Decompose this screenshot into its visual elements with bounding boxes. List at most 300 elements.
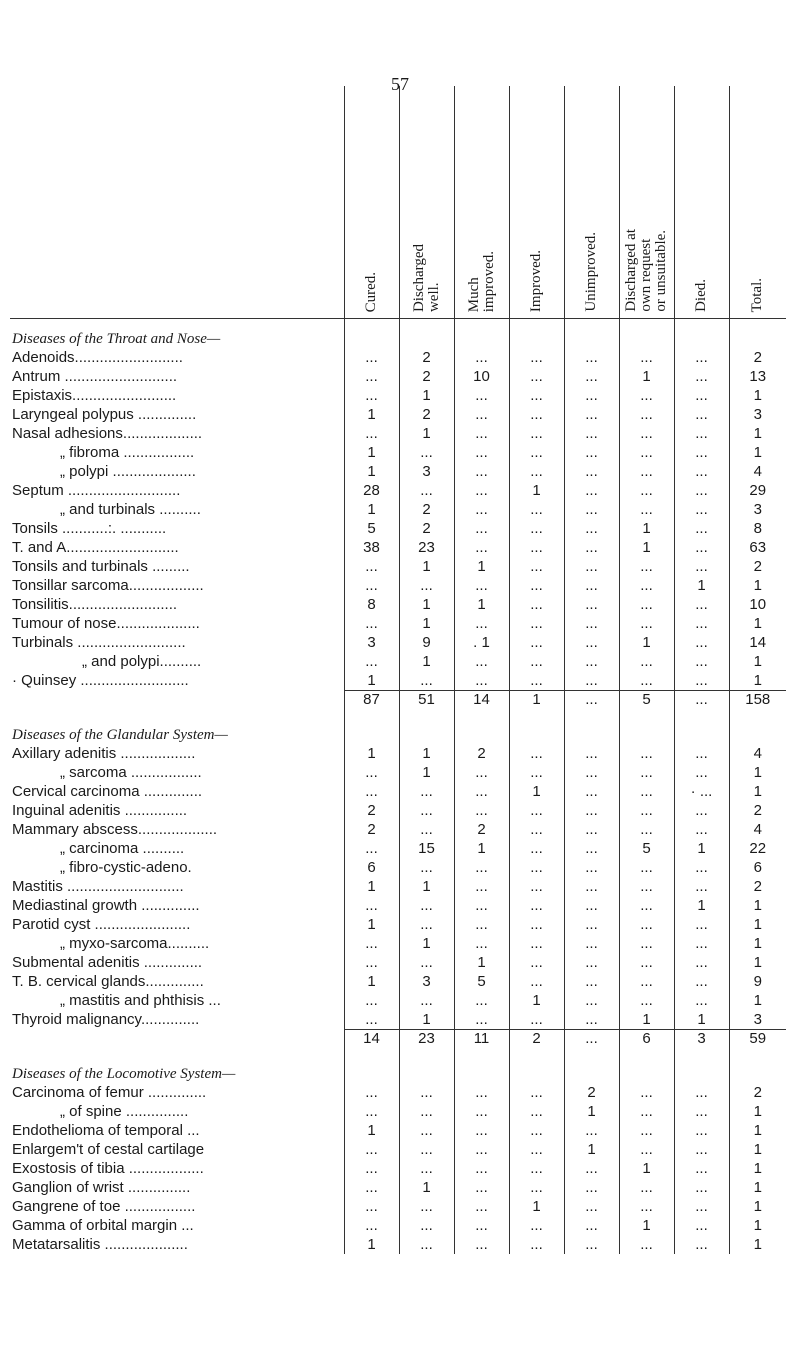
disease-name: Metatarsalitis .................... xyxy=(12,1236,188,1253)
total-cell: 87 xyxy=(344,691,399,716)
table-row xyxy=(10,858,786,877)
disease-name: „ and polypi.......... xyxy=(82,653,202,670)
value-cell: ... xyxy=(619,763,674,782)
value-cell: ... xyxy=(619,481,674,500)
value-cell: ... xyxy=(674,462,729,481)
disease-name: Adenoids.......................... xyxy=(12,349,183,366)
statistics-table xyxy=(10,86,786,1254)
value-cell: 1 xyxy=(399,1010,454,1030)
value-cell: 1 xyxy=(399,424,454,443)
value-cell: ... xyxy=(399,858,454,877)
value-cell: ... xyxy=(564,1197,619,1216)
value-cell: ... xyxy=(344,1010,399,1030)
value-cell: ... xyxy=(564,934,619,953)
value-cell: 1 xyxy=(729,953,786,972)
header-improved: Improved. xyxy=(509,86,564,319)
value-cell: ... xyxy=(509,519,564,538)
value-cell: ... xyxy=(344,1159,399,1178)
value-cell: 14 xyxy=(729,633,786,652)
value-cell: 1 xyxy=(729,763,786,782)
spacer-cell xyxy=(10,1054,344,1062)
value-cell: ... xyxy=(674,367,729,386)
empty-cell xyxy=(619,327,674,348)
spacer-row xyxy=(10,319,786,328)
value-cell: 1 xyxy=(674,839,729,858)
value-cell: 1 xyxy=(729,991,786,1010)
table-row xyxy=(10,481,786,500)
value-cell: ... xyxy=(674,1121,729,1140)
value-cell: ... xyxy=(344,1178,399,1197)
value-cell: ... xyxy=(619,1121,674,1140)
value-cell: 1 xyxy=(729,576,786,595)
total-cell: 51 xyxy=(399,691,454,716)
total-cell: 1 xyxy=(509,691,564,716)
value-cell: ... xyxy=(399,1197,454,1216)
value-cell: 1 xyxy=(344,671,399,691)
disease-name: Exostosis of tibia .................. xyxy=(12,1160,204,1177)
value-cell: ... xyxy=(399,820,454,839)
empty-cell xyxy=(454,1062,509,1083)
spacer-cell xyxy=(729,1054,786,1062)
value-cell: 9 xyxy=(399,633,454,652)
section-heading: Diseases of the Throat and Nose— xyxy=(12,331,221,347)
value-cell: ... xyxy=(344,424,399,443)
spacer-cell xyxy=(729,715,786,723)
disease-name: „ polypi .................... xyxy=(60,463,196,480)
section-heading-row xyxy=(10,327,786,348)
value-cell: 22 xyxy=(729,839,786,858)
table-row xyxy=(10,934,786,953)
value-cell: 1 xyxy=(619,367,674,386)
value-cell: 1 xyxy=(564,1140,619,1159)
value-cell: 1 xyxy=(344,972,399,991)
value-cell: ... xyxy=(619,934,674,953)
empty-cell xyxy=(454,723,509,744)
value-cell: ... xyxy=(454,481,509,500)
spacer-cell xyxy=(564,715,619,723)
value-cell: ... xyxy=(509,424,564,443)
total-cell: 158 xyxy=(729,691,786,716)
value-cell: ... xyxy=(674,443,729,462)
value-cell: ... xyxy=(344,348,399,367)
value-cell: ... xyxy=(454,1235,509,1254)
value-cell: ... xyxy=(619,858,674,877)
header-much-improved: Much improved. xyxy=(454,86,509,319)
value-cell: ... xyxy=(564,1121,619,1140)
value-cell: ... xyxy=(509,953,564,972)
value-cell: ... xyxy=(619,462,674,481)
table-row xyxy=(10,576,786,595)
disease-name: Tonsillar sarcoma.................. xyxy=(12,577,204,594)
value-cell: ... xyxy=(564,538,619,557)
spacer-row xyxy=(10,1054,786,1062)
value-cell: 2 xyxy=(729,801,786,820)
value-cell: 13 xyxy=(729,367,786,386)
value-cell: 9 xyxy=(729,972,786,991)
header-unimproved: Unimproved. xyxy=(564,86,619,319)
empty-cell xyxy=(674,1062,729,1083)
disease-name: Mediastinal growth .............. xyxy=(12,897,200,914)
total-cell: 23 xyxy=(399,1030,454,1055)
value-cell: ... xyxy=(454,614,509,633)
value-cell: 3 xyxy=(729,405,786,424)
value-cell: ... xyxy=(619,443,674,462)
value-cell: 1 xyxy=(729,671,786,691)
header-discharged-own-request: Discharged at own request or unsuitable. xyxy=(619,86,674,319)
spacer-cell xyxy=(674,319,729,328)
table-row xyxy=(10,1083,786,1102)
value-cell: ... xyxy=(344,934,399,953)
header-cured: Cured. xyxy=(344,86,399,319)
value-cell: ... xyxy=(454,991,509,1010)
spacer-cell xyxy=(399,715,454,723)
value-cell: ... xyxy=(619,991,674,1010)
disease-name: Epistaxis......................... xyxy=(12,387,177,404)
value-cell: ... xyxy=(399,1159,454,1178)
empty-cell xyxy=(454,327,509,348)
value-cell: ... xyxy=(674,652,729,671)
table-row xyxy=(10,633,786,652)
table-row xyxy=(10,820,786,839)
value-cell: ... xyxy=(344,557,399,576)
value-cell: 1 xyxy=(619,633,674,652)
spacer-cell xyxy=(619,1054,674,1062)
value-cell: 1 xyxy=(509,1197,564,1216)
section-heading: Diseases of the Glandular System— xyxy=(12,727,228,743)
empty-cell xyxy=(509,1062,564,1083)
value-cell: 15 xyxy=(399,839,454,858)
table-row xyxy=(10,367,786,386)
value-cell: 1 xyxy=(729,1140,786,1159)
value-cell: ... xyxy=(344,367,399,386)
spacer-cell xyxy=(454,1054,509,1062)
value-cell: ... xyxy=(674,953,729,972)
value-cell: ... xyxy=(454,1083,509,1102)
value-cell: ... xyxy=(399,991,454,1010)
value-cell: 1 xyxy=(344,915,399,934)
table-row xyxy=(10,801,786,820)
table-row xyxy=(10,443,786,462)
value-cell: ... xyxy=(674,991,729,1010)
value-cell: ... xyxy=(509,839,564,858)
value-cell: ... xyxy=(674,1235,729,1254)
value-cell: ... xyxy=(344,1140,399,1159)
header-total: Total. xyxy=(729,86,786,319)
total-cell: 11 xyxy=(454,1030,509,1055)
table-row xyxy=(10,1197,786,1216)
value-cell: 1 xyxy=(399,744,454,763)
value-cell: ... xyxy=(674,763,729,782)
empty-cell xyxy=(344,327,399,348)
spacer-cell xyxy=(454,715,509,723)
table-row xyxy=(10,972,786,991)
value-cell: 3 xyxy=(399,972,454,991)
value-cell: ... xyxy=(619,972,674,991)
value-cell: 1 xyxy=(344,1121,399,1140)
value-cell: ... xyxy=(399,1121,454,1140)
value-cell: ... xyxy=(674,386,729,405)
value-cell: ... xyxy=(619,557,674,576)
disease-name: Tonsilitis.......................... xyxy=(12,596,178,613)
empty-cell xyxy=(564,723,619,744)
table-row xyxy=(10,915,786,934)
table-row xyxy=(10,614,786,633)
disease-name: Parotid cyst ....................... xyxy=(12,916,191,933)
empty-cell xyxy=(399,327,454,348)
value-cell: ... xyxy=(564,519,619,538)
table-row xyxy=(10,839,786,858)
value-cell: ... xyxy=(564,1235,619,1254)
empty-cell xyxy=(729,1062,786,1083)
value-cell: 8 xyxy=(344,595,399,614)
totals-row xyxy=(10,691,786,716)
totals-label-empty xyxy=(10,1030,344,1055)
disease-name: Thyroid malignancy.............. xyxy=(12,1011,200,1029)
table-row xyxy=(10,877,786,896)
value-cell: ... xyxy=(454,858,509,877)
table-row xyxy=(10,1102,786,1121)
value-cell: ... xyxy=(674,633,729,652)
table-row xyxy=(10,500,786,519)
value-cell: ... xyxy=(399,782,454,801)
value-cell: ... xyxy=(564,1010,619,1030)
value-cell: ... xyxy=(674,538,729,557)
value-cell: ... xyxy=(674,595,729,614)
value-cell: 3 xyxy=(399,462,454,481)
table-row xyxy=(10,896,786,915)
value-cell: 1 xyxy=(344,877,399,896)
spacer-cell xyxy=(344,715,399,723)
spacer-cell xyxy=(564,1054,619,1062)
value-cell: ... xyxy=(509,896,564,915)
value-cell: 1 xyxy=(729,1197,786,1216)
value-cell: ... xyxy=(564,595,619,614)
disease-name: · Quinsey .......................... xyxy=(12,672,189,690)
value-cell: ... xyxy=(619,1102,674,1121)
value-cell: 1 xyxy=(729,424,786,443)
value-cell: ... xyxy=(344,614,399,633)
disease-name: Laryngeal polypus .............. xyxy=(12,406,197,423)
value-cell: ... xyxy=(454,1140,509,1159)
value-cell: 1 xyxy=(399,386,454,405)
value-cell: ... xyxy=(564,481,619,500)
value-cell: 2 xyxy=(729,1083,786,1102)
value-cell: ... xyxy=(509,367,564,386)
header-died: Died. xyxy=(674,86,729,319)
value-cell: ... xyxy=(674,915,729,934)
value-cell: ... xyxy=(509,348,564,367)
table-row xyxy=(10,991,786,1010)
value-cell: 1 xyxy=(399,557,454,576)
value-cell: 1 xyxy=(674,896,729,915)
value-cell: ... xyxy=(509,972,564,991)
value-cell: ... xyxy=(674,348,729,367)
disease-name: „ of spine ............... xyxy=(60,1103,189,1120)
value-cell: ... xyxy=(674,972,729,991)
value-cell: ... xyxy=(674,934,729,953)
empty-cell xyxy=(564,1062,619,1083)
value-cell: 1 xyxy=(674,1010,729,1030)
value-cell: ... xyxy=(454,671,509,691)
value-cell: ... xyxy=(344,763,399,782)
disease-name: Tonsils and turbinals ......... xyxy=(12,558,190,575)
value-cell: · ... xyxy=(674,782,729,801)
disease-name: Nasal adhesions................... xyxy=(12,425,203,442)
value-cell: ... xyxy=(674,1083,729,1102)
value-cell: 1 xyxy=(729,934,786,953)
value-cell: ... xyxy=(564,858,619,877)
table-row xyxy=(10,462,786,481)
value-cell: ... xyxy=(399,1235,454,1254)
spacer-cell xyxy=(344,1054,399,1062)
total-cell: 2 xyxy=(509,1030,564,1055)
value-cell: 1 xyxy=(729,614,786,633)
spacer-cell xyxy=(399,1054,454,1062)
value-cell: ... xyxy=(674,1140,729,1159)
value-cell: 1 xyxy=(619,1159,674,1178)
value-cell: 23 xyxy=(399,538,454,557)
disease-name: Carcinoma of femur .............. xyxy=(12,1084,207,1101)
value-cell: ... xyxy=(454,801,509,820)
disease-name: Antrum ........................... xyxy=(12,368,178,385)
value-cell: ... xyxy=(564,348,619,367)
value-cell: ... xyxy=(344,1197,399,1216)
value-cell: ... xyxy=(509,1159,564,1178)
value-cell: 1 xyxy=(509,481,564,500)
empty-cell xyxy=(674,723,729,744)
table-row xyxy=(10,1121,786,1140)
value-cell: ... xyxy=(399,1083,454,1102)
spacer-cell xyxy=(10,715,344,723)
spacer-cell xyxy=(619,715,674,723)
value-cell: ... xyxy=(454,1197,509,1216)
value-cell: ... xyxy=(399,443,454,462)
value-cell: 1 xyxy=(344,1235,399,1254)
total-cell: 5 xyxy=(619,691,674,716)
value-cell: ... xyxy=(344,953,399,972)
value-cell: 2 xyxy=(399,519,454,538)
total-cell: 59 xyxy=(729,1030,786,1055)
value-cell: ... xyxy=(509,1121,564,1140)
value-cell: ... xyxy=(344,386,399,405)
value-cell: ... xyxy=(619,1140,674,1159)
value-cell: ... xyxy=(399,1102,454,1121)
value-cell: ... xyxy=(674,557,729,576)
value-cell: 1 xyxy=(344,744,399,763)
value-cell: ... xyxy=(399,915,454,934)
value-cell: ... xyxy=(454,405,509,424)
total-cell: ... xyxy=(674,691,729,716)
value-cell: ... xyxy=(509,500,564,519)
value-cell: ... xyxy=(564,386,619,405)
disease-name: Gangrene of toe ................. xyxy=(12,1198,196,1215)
value-cell: 2 xyxy=(564,1083,619,1102)
value-cell: ... xyxy=(619,424,674,443)
value-cell: ... xyxy=(454,1159,509,1178)
value-cell: ... xyxy=(509,1102,564,1121)
value-cell: ... xyxy=(674,614,729,633)
value-cell: 1 xyxy=(454,953,509,972)
value-cell: 1 xyxy=(399,652,454,671)
value-cell: ... xyxy=(564,877,619,896)
value-cell: ... xyxy=(344,576,399,595)
value-cell: ... xyxy=(454,519,509,538)
value-cell: ... xyxy=(564,744,619,763)
value-cell: ... xyxy=(674,820,729,839)
total-cell: 14 xyxy=(454,691,509,716)
value-cell: 1 xyxy=(344,405,399,424)
spacer-cell xyxy=(674,1054,729,1062)
value-cell: 1 xyxy=(344,500,399,519)
value-cell: ... xyxy=(454,763,509,782)
table-row xyxy=(10,386,786,405)
page-number: 57 xyxy=(391,74,409,94)
value-cell: 2 xyxy=(729,348,786,367)
disease-name: Enlargem't of cestal cartilage xyxy=(12,1141,205,1158)
table-row xyxy=(10,405,786,424)
value-cell: ... xyxy=(619,595,674,614)
value-cell: 1 xyxy=(729,652,786,671)
value-cell: ... xyxy=(564,1216,619,1235)
disease-name: „ carcinoma .......... xyxy=(60,840,185,857)
value-cell: 3 xyxy=(344,633,399,652)
disease-name: Turbinals .......................... xyxy=(12,634,186,651)
total-cell: 6 xyxy=(619,1030,674,1055)
value-cell: ... xyxy=(509,652,564,671)
value-cell: ... xyxy=(619,671,674,691)
disease-name: „ mastitis and phthisis ... xyxy=(60,992,221,1009)
value-cell: ... xyxy=(454,538,509,557)
spacer-cell xyxy=(509,319,564,328)
disease-name: Gamma of orbital margin ... xyxy=(12,1217,194,1234)
section-heading-row xyxy=(10,723,786,744)
value-cell: 2 xyxy=(454,820,509,839)
value-cell: 1 xyxy=(399,1178,454,1197)
table-row xyxy=(10,953,786,972)
table-row xyxy=(10,1010,786,1030)
value-cell: 29 xyxy=(729,481,786,500)
value-cell: 1 xyxy=(729,896,786,915)
section-heading: Diseases of the Locomotive System— xyxy=(12,1066,236,1082)
header-blank xyxy=(10,86,344,319)
value-cell: ... xyxy=(509,538,564,557)
value-cell: ... xyxy=(454,424,509,443)
value-cell: ... xyxy=(619,820,674,839)
value-cell: ... xyxy=(509,671,564,691)
totals-label-empty xyxy=(10,691,344,716)
value-cell: ... xyxy=(619,801,674,820)
value-cell: ... xyxy=(399,1216,454,1235)
section-heading-row xyxy=(10,1062,786,1083)
disease-name: Cervical carcinoma .............. xyxy=(12,783,203,800)
value-cell: 1 xyxy=(729,386,786,405)
table-row xyxy=(10,1178,786,1197)
value-cell: ... xyxy=(454,877,509,896)
value-cell: 2 xyxy=(344,801,399,820)
value-cell: ... xyxy=(564,820,619,839)
value-cell: ... xyxy=(619,915,674,934)
empty-cell xyxy=(619,723,674,744)
value-cell: 5 xyxy=(344,519,399,538)
value-cell: 4 xyxy=(729,820,786,839)
value-cell: 2 xyxy=(729,877,786,896)
disease-name: Mastitis ............................ xyxy=(12,878,184,895)
value-cell: 1 xyxy=(729,782,786,801)
table-row xyxy=(10,671,786,691)
header-discharged-well: Discharged well. xyxy=(399,86,454,319)
disease-name: Mammary abscess................... xyxy=(12,821,218,838)
value-cell: ... xyxy=(399,801,454,820)
